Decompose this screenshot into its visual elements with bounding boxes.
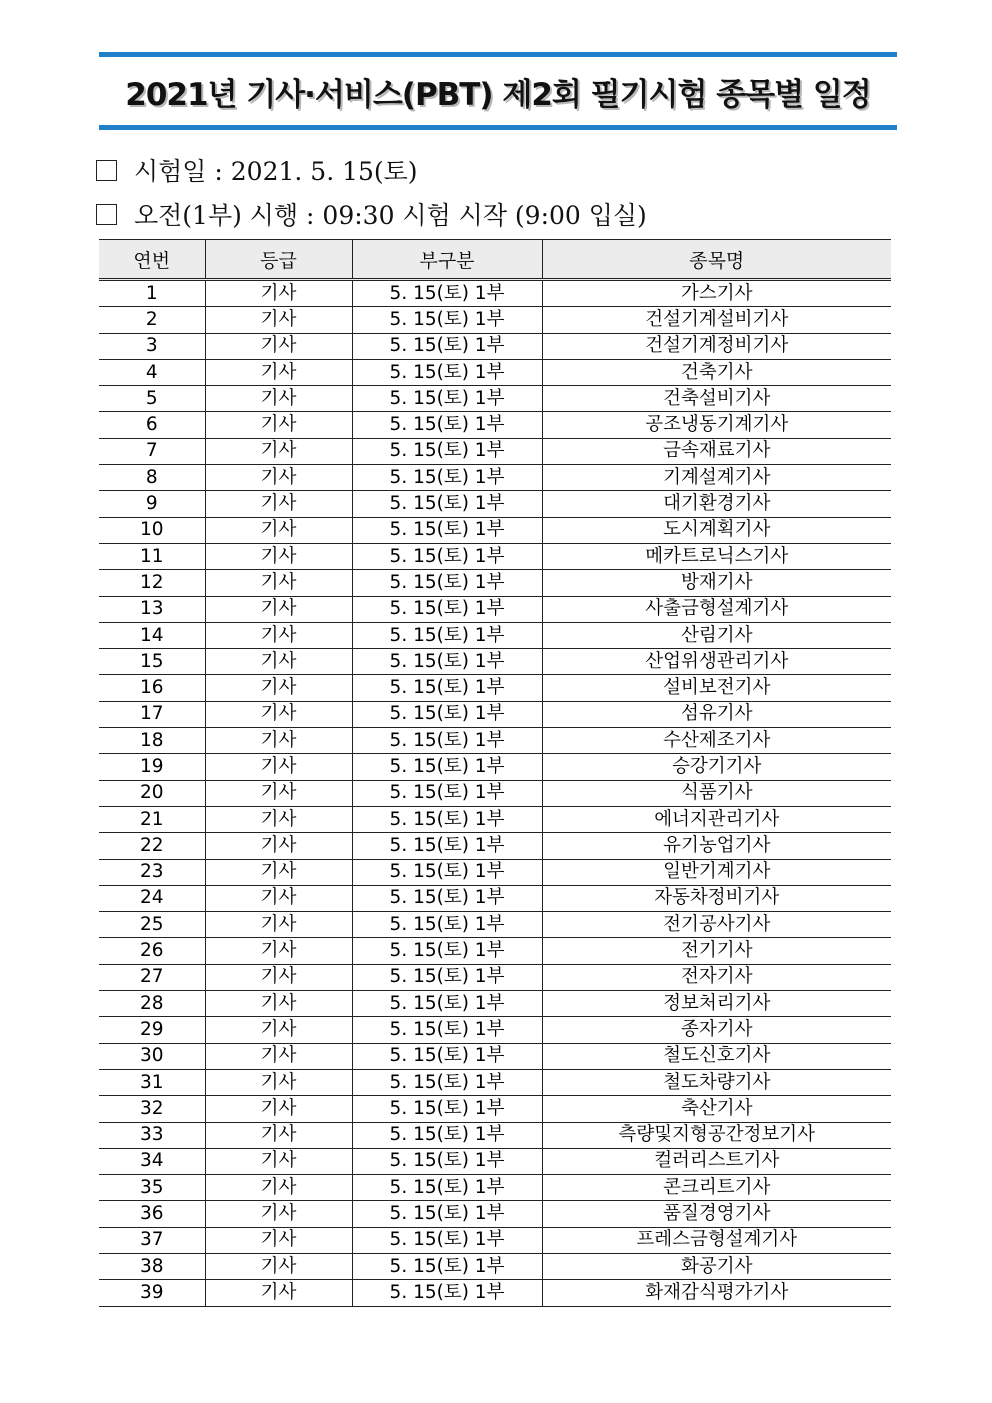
table-row <box>99 596 891 622</box>
cell-number: 32 <box>99 1096 205 1122</box>
cell-number: 6 <box>99 412 205 438</box>
cell-subject: 건설기계설비기사 <box>542 307 891 333</box>
cell-subject: 승강기기사 <box>542 754 891 780</box>
cell-number: 14 <box>99 622 205 648</box>
table-row <box>99 1227 891 1253</box>
cell-subject: 품질경영기사 <box>542 1201 891 1227</box>
cell-subject: 설비보전기사 <box>542 675 891 701</box>
cell-session: 5. 15(토) 1부 <box>352 280 542 307</box>
cell-subject: 축산기사 <box>542 1096 891 1122</box>
cell-number: 16 <box>99 675 205 701</box>
table-row <box>99 1017 891 1043</box>
table-row <box>99 1043 891 1069</box>
table-row <box>99 859 891 885</box>
exam-date-line <box>96 152 418 188</box>
header-subject: 종목명 <box>542 240 891 280</box>
cell-grade: 기사 <box>205 701 352 727</box>
cell-session: 5. 15(토) 1부 <box>352 1148 542 1174</box>
exam-date-text: 시험일 : 2021. 5. 15(토) <box>134 157 418 186</box>
table-row <box>99 754 891 780</box>
table-header-row <box>99 240 891 280</box>
cell-number: 34 <box>99 1148 205 1174</box>
cell-subject: 기계설계기사 <box>542 465 891 491</box>
cell-session: 5. 15(토) 1부 <box>352 1227 542 1253</box>
table-row <box>99 1201 891 1227</box>
cell-grade: 기사 <box>205 517 352 543</box>
table-row <box>99 649 891 675</box>
cell-grade: 기사 <box>205 938 352 964</box>
cell-subject: 일반기계기사 <box>542 859 891 885</box>
cell-number: 4 <box>99 359 205 385</box>
cell-number: 35 <box>99 1175 205 1201</box>
table-row <box>99 622 891 648</box>
cell-number: 13 <box>99 596 205 622</box>
cell-number: 3 <box>99 333 205 359</box>
cell-session: 5. 15(토) 1부 <box>352 412 542 438</box>
table-row <box>99 307 891 333</box>
cell-grade: 기사 <box>205 307 352 333</box>
cell-subject: 전기기사 <box>542 938 891 964</box>
cell-number: 30 <box>99 1043 205 1069</box>
cell-grade: 기사 <box>205 649 352 675</box>
cell-grade: 기사 <box>205 1043 352 1069</box>
table-row <box>99 833 891 859</box>
table-row <box>99 991 891 1017</box>
cell-session: 5. 15(토) 1부 <box>352 1175 542 1201</box>
table-row <box>99 491 891 517</box>
cell-session: 5. 15(토) 1부 <box>352 780 542 806</box>
cell-grade: 기사 <box>205 1201 352 1227</box>
table-row <box>99 780 891 806</box>
cell-number: 7 <box>99 438 205 464</box>
cell-subject: 건축설비기사 <box>542 386 891 412</box>
title-banner <box>99 52 897 130</box>
table-row <box>99 1069 891 1095</box>
table-row <box>99 359 891 385</box>
cell-session: 5. 15(토) 1부 <box>352 570 542 596</box>
cell-grade: 기사 <box>205 964 352 990</box>
cell-subject: 유기농업기사 <box>542 833 891 859</box>
cell-number: 11 <box>99 543 205 569</box>
cell-number: 17 <box>99 701 205 727</box>
cell-number: 28 <box>99 991 205 1017</box>
cell-number: 37 <box>99 1227 205 1253</box>
cell-session: 5. 15(토) 1부 <box>352 1096 542 1122</box>
cell-number: 39 <box>99 1280 205 1306</box>
cell-session: 5. 15(토) 1부 <box>352 964 542 990</box>
cell-number: 21 <box>99 806 205 832</box>
cell-session: 5. 15(토) 1부 <box>352 728 542 754</box>
cell-subject: 화공기사 <box>542 1253 891 1279</box>
table-row <box>99 570 891 596</box>
cell-number: 36 <box>99 1201 205 1227</box>
cell-number: 2 <box>99 307 205 333</box>
table-row <box>99 1148 891 1174</box>
cell-number: 12 <box>99 570 205 596</box>
table-row <box>99 280 891 307</box>
cell-number: 9 <box>99 491 205 517</box>
cell-subject: 산림기사 <box>542 622 891 648</box>
cell-subject: 화재감식평가기사 <box>542 1280 891 1306</box>
table-row <box>99 412 891 438</box>
cell-number: 31 <box>99 1069 205 1095</box>
cell-session: 5. 15(토) 1부 <box>352 1017 542 1043</box>
cell-number: 29 <box>99 1017 205 1043</box>
cell-subject: 정보처리기사 <box>542 991 891 1017</box>
cell-subject: 수산제조기사 <box>542 728 891 754</box>
cell-grade: 기사 <box>205 806 352 832</box>
table-row <box>99 465 891 491</box>
cell-subject: 건설기계정비기사 <box>542 333 891 359</box>
cell-subject: 자동차정비기사 <box>542 885 891 911</box>
cell-session: 5. 15(토) 1부 <box>352 438 542 464</box>
cell-number: 24 <box>99 885 205 911</box>
cell-number: 1 <box>99 280 205 307</box>
cell-grade: 기사 <box>205 386 352 412</box>
cell-session: 5. 15(토) 1부 <box>352 1043 542 1069</box>
cell-number: 5 <box>99 386 205 412</box>
cell-number: 10 <box>99 517 205 543</box>
cell-grade: 기사 <box>205 412 352 438</box>
schedule-table <box>99 239 891 1307</box>
cell-session: 5. 15(토) 1부 <box>352 622 542 648</box>
page-title: 2021년 기사·서비스(PBT) 제2회 필기시험 종목별 일정 <box>125 76 871 113</box>
cell-grade: 기사 <box>205 359 352 385</box>
cell-session: 5. 15(토) 1부 <box>352 885 542 911</box>
cell-grade: 기사 <box>205 438 352 464</box>
exam-time-text: 오전(1부) 시행 : 09:30 시험 시작 (9:00 입실) <box>134 201 647 230</box>
cell-grade: 기사 <box>205 754 352 780</box>
table-row <box>99 1280 891 1306</box>
cell-session: 5. 15(토) 1부 <box>352 806 542 832</box>
cell-subject: 건축기사 <box>542 359 891 385</box>
cell-grade: 기사 <box>205 1175 352 1201</box>
cell-number: 15 <box>99 649 205 675</box>
cell-grade: 기사 <box>205 1069 352 1095</box>
header-session: 부구분 <box>352 240 542 280</box>
cell-grade: 기사 <box>205 465 352 491</box>
table-row <box>99 806 891 832</box>
header-number: 연번 <box>99 240 205 280</box>
cell-subject: 가스기사 <box>542 280 891 307</box>
cell-subject: 종자기사 <box>542 1017 891 1043</box>
table-body <box>99 280 891 1307</box>
cell-subject: 공조냉동기계기사 <box>542 412 891 438</box>
cell-subject: 대기환경기사 <box>542 491 891 517</box>
cell-grade: 기사 <box>205 280 352 307</box>
cell-grade: 기사 <box>205 675 352 701</box>
cell-session: 5. 15(토) 1부 <box>352 649 542 675</box>
cell-subject: 측량및지형공간정보기사 <box>542 1122 891 1148</box>
cell-session: 5. 15(토) 1부 <box>352 912 542 938</box>
cell-grade: 기사 <box>205 833 352 859</box>
table-row <box>99 701 891 727</box>
cell-number: 22 <box>99 833 205 859</box>
cell-subject: 전자기사 <box>542 964 891 990</box>
cell-grade: 기사 <box>205 885 352 911</box>
cell-session: 5. 15(토) 1부 <box>352 386 542 412</box>
cell-grade: 기사 <box>205 491 352 517</box>
cell-grade: 기사 <box>205 780 352 806</box>
cell-subject: 식품기사 <box>542 780 891 806</box>
cell-subject: 전기공사기사 <box>542 912 891 938</box>
cell-session: 5. 15(토) 1부 <box>352 1253 542 1279</box>
cell-session: 5. 15(토) 1부 <box>352 938 542 964</box>
cell-session: 5. 15(토) 1부 <box>352 1201 542 1227</box>
cell-subject: 철도차량기사 <box>542 1069 891 1095</box>
table-row <box>99 964 891 990</box>
cell-grade: 기사 <box>205 991 352 1017</box>
cell-number: 27 <box>99 964 205 990</box>
cell-subject: 산업위생관리기사 <box>542 649 891 675</box>
cell-grade: 기사 <box>205 543 352 569</box>
checkbox-square-icon <box>96 160 117 181</box>
table-row <box>99 438 891 464</box>
cell-session: 5. 15(토) 1부 <box>352 859 542 885</box>
cell-session: 5. 15(토) 1부 <box>352 1122 542 1148</box>
cell-grade: 기사 <box>205 596 352 622</box>
table-row <box>99 517 891 543</box>
table-row <box>99 885 891 911</box>
cell-number: 23 <box>99 859 205 885</box>
cell-subject: 도시계획기사 <box>542 517 891 543</box>
cell-session: 5. 15(토) 1부 <box>352 1069 542 1095</box>
cell-number: 33 <box>99 1122 205 1148</box>
table-row <box>99 1122 891 1148</box>
cell-grade: 기사 <box>205 570 352 596</box>
cell-number: 20 <box>99 780 205 806</box>
checkbox-square-icon <box>96 204 117 225</box>
cell-session: 5. 15(토) 1부 <box>352 517 542 543</box>
cell-session: 5. 15(토) 1부 <box>352 675 542 701</box>
cell-grade: 기사 <box>205 333 352 359</box>
exam-time-line <box>96 196 647 232</box>
cell-session: 5. 15(토) 1부 <box>352 596 542 622</box>
cell-number: 18 <box>99 728 205 754</box>
cell-subject: 사출금형설계기사 <box>542 596 891 622</box>
table-row <box>99 728 891 754</box>
cell-session: 5. 15(토) 1부 <box>352 465 542 491</box>
cell-session: 5. 15(토) 1부 <box>352 491 542 517</box>
cell-subject: 콘크리트기사 <box>542 1175 891 1201</box>
cell-session: 5. 15(토) 1부 <box>352 359 542 385</box>
cell-grade: 기사 <box>205 912 352 938</box>
cell-subject: 철도신호기사 <box>542 1043 891 1069</box>
table-row <box>99 675 891 701</box>
cell-number: 26 <box>99 938 205 964</box>
cell-session: 5. 15(토) 1부 <box>352 307 542 333</box>
cell-grade: 기사 <box>205 1253 352 1279</box>
table-row <box>99 543 891 569</box>
cell-grade: 기사 <box>205 1017 352 1043</box>
cell-session: 5. 15(토) 1부 <box>352 333 542 359</box>
cell-grade: 기사 <box>205 859 352 885</box>
cell-session: 5. 15(토) 1부 <box>352 543 542 569</box>
header-grade: 등급 <box>205 240 352 280</box>
table-row <box>99 1096 891 1122</box>
cell-subject: 메카트로닉스기사 <box>542 543 891 569</box>
cell-number: 38 <box>99 1253 205 1279</box>
table-row <box>99 938 891 964</box>
cell-session: 5. 15(토) 1부 <box>352 701 542 727</box>
cell-grade: 기사 <box>205 622 352 648</box>
cell-subject: 프레스금형설계기사 <box>542 1227 891 1253</box>
cell-number: 8 <box>99 465 205 491</box>
cell-subject: 섬유기사 <box>542 701 891 727</box>
cell-subject: 컬러리스트기사 <box>542 1148 891 1174</box>
cell-grade: 기사 <box>205 1280 352 1306</box>
table-row <box>99 386 891 412</box>
cell-subject: 방재기사 <box>542 570 891 596</box>
table-row <box>99 1175 891 1201</box>
cell-grade: 기사 <box>205 1122 352 1148</box>
cell-subject: 금속재료기사 <box>542 438 891 464</box>
cell-session: 5. 15(토) 1부 <box>352 991 542 1017</box>
cell-grade: 기사 <box>205 728 352 754</box>
cell-session: 5. 15(토) 1부 <box>352 754 542 780</box>
cell-grade: 기사 <box>205 1096 352 1122</box>
cell-grade: 기사 <box>205 1227 352 1253</box>
cell-subject: 에너지관리기사 <box>542 806 891 832</box>
cell-number: 19 <box>99 754 205 780</box>
table-row <box>99 1253 891 1279</box>
table-row <box>99 912 891 938</box>
cell-number: 25 <box>99 912 205 938</box>
cell-session: 5. 15(토) 1부 <box>352 833 542 859</box>
cell-grade: 기사 <box>205 1148 352 1174</box>
table-row <box>99 333 891 359</box>
cell-session: 5. 15(토) 1부 <box>352 1280 542 1306</box>
